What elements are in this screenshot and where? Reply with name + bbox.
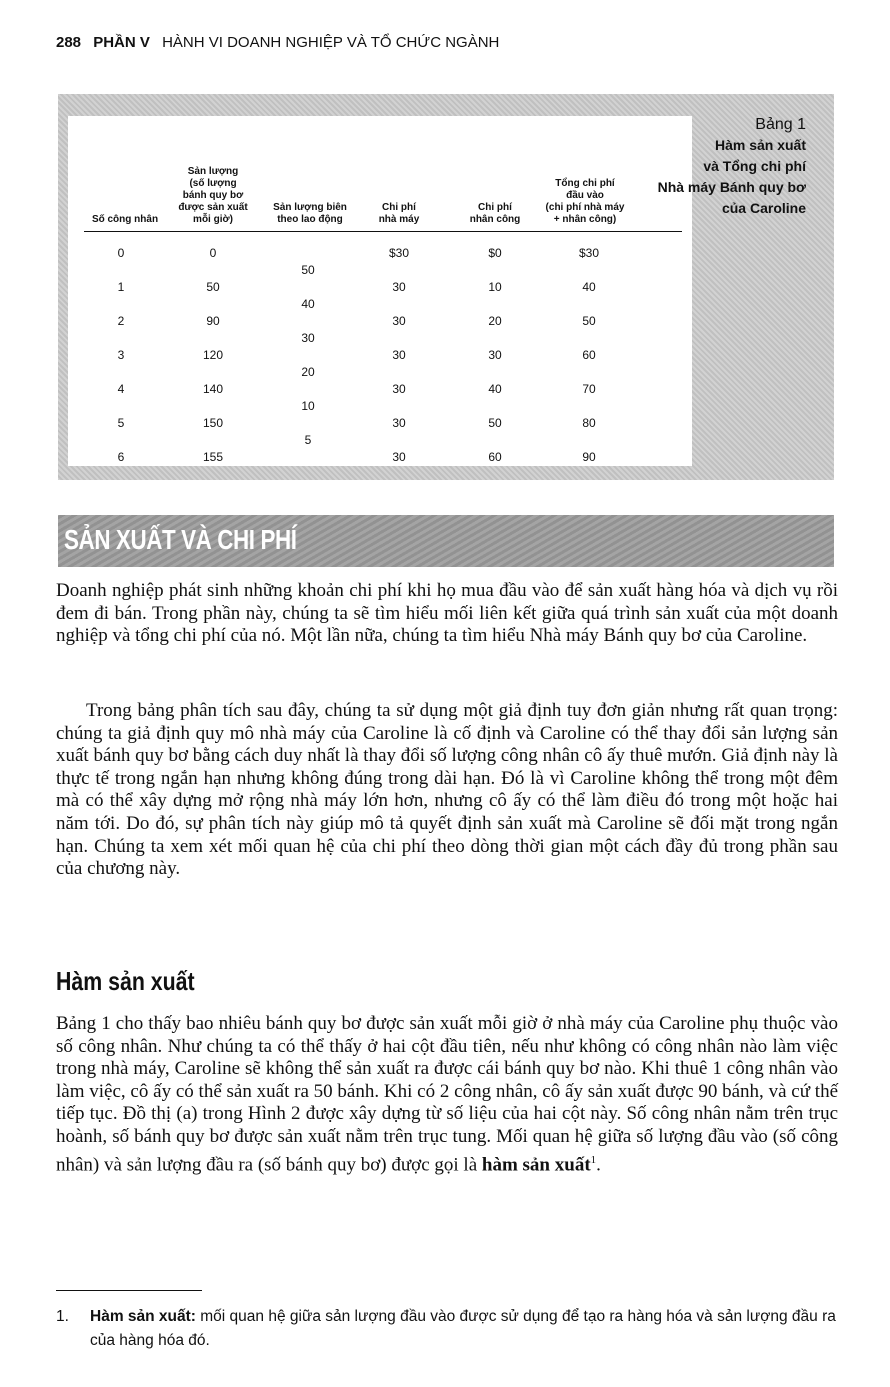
cell-marginal-product: 5 xyxy=(304,433,312,447)
cell-marginal-product: 20 xyxy=(301,365,315,379)
footnote-text: mối quan hệ giữa sản lượng đầu vào được sử dụng để tạo ra hàng hóa và sản lượng đầu ra của hàng hóa đó. xyxy=(90,1308,836,1349)
cell-output: 120 xyxy=(202,348,224,362)
cell-worker-cost: 60 xyxy=(488,450,502,464)
cell-factory-cost: 30 xyxy=(392,450,406,464)
caption-line: và Tổng chi phí xyxy=(703,158,806,174)
cell-factory-cost: 30 xyxy=(392,348,406,362)
table-panel xyxy=(58,94,834,480)
cell-workers: 6 xyxy=(117,450,125,464)
cell-workers: 4 xyxy=(117,382,125,396)
cell-worker-cost: 40 xyxy=(488,382,502,396)
cell-marginal-product: 10 xyxy=(301,399,315,413)
body-paragraph: Bảng 1 cho thấy bao nhiêu bánh quy bơ được sản xuất mỗi giờ ở nhà máy của Caroline phụ thuộc vào số công nhân. Như chúng ta có thể thấy ở hai cột đầu tiên, nếu như không có công nhân nào làm việc trong nhà máy, Caroline sẽ không thể sản xuất ra được cái bánh quy bơ nào. Khi thuê 1 công nhân vào làm việc, cô ấy có thể sản xuất ra 50 bánh. Khi có 2 công nhân, cô ấy sản xuất được 90 bánh, và cứ thế tiếp tục. Đồ thị (a) trong Hình 2 được xây dựng từ số liệu của hai cột này. Số công nhân nằm trên trục hoành, số bánh quy bơ được sản xuất nằm trên trục tung. Mối quan hệ giữa số lượng đầu vào (số công nhân) và sản lượng đầu ra (số bánh quy bơ) được gọi là hàm sản xuất$^1$. xyxy=(56,1013,838,1175)
cell-marginal-product: 50 xyxy=(301,263,315,277)
section-title: SẢN XUẤT VÀ CHI PHÍ xyxy=(64,524,297,555)
header-total-cost: Tổng chi phí đầu vào (chi phí nhà máy + nhân công) xyxy=(545,178,625,225)
cell-factory-cost: $30 xyxy=(388,246,410,260)
footnote-rule xyxy=(56,1290,202,1291)
table-caption xyxy=(658,114,806,219)
caption-number: Bảng 1 xyxy=(755,116,806,133)
cell-workers: 5 xyxy=(117,416,125,430)
cell-workers: 1 xyxy=(117,280,125,294)
cell-output: 150 xyxy=(202,416,224,430)
running-head-title: HÀNH VI DOANH NGHIỆP VÀ TỔ CHỨC NGÀNH xyxy=(162,34,500,51)
cell-factory-cost: 30 xyxy=(392,382,406,396)
footnote-ref: 1 xyxy=(590,1153,597,1166)
cell-worker-cost: 10 xyxy=(488,280,502,294)
page-number: 288 xyxy=(56,34,82,51)
cell-factory-cost: 30 xyxy=(392,280,406,294)
cell-output: 50 xyxy=(206,280,220,294)
cell-total-cost: 90 xyxy=(582,450,596,464)
part-label: PHẦN V xyxy=(93,34,150,51)
cell-total-cost: 50 xyxy=(582,314,596,328)
running-head xyxy=(56,34,499,51)
header-worker-cost: Chi phí nhân công xyxy=(469,202,521,225)
cell-output: 90 xyxy=(206,314,220,328)
cell-worker-cost: 50 xyxy=(488,416,502,430)
header-factory-cost: Chi phí nhà máy xyxy=(378,202,420,225)
cell-workers: 2 xyxy=(117,314,125,328)
cell-total-cost: 60 xyxy=(582,348,596,362)
section-band xyxy=(58,515,834,567)
footnote-term: Hàm sản xuất: xyxy=(90,1308,196,1325)
cell-output: 140 xyxy=(202,382,224,396)
caption-line: Hàm sản xuất xyxy=(714,137,806,153)
cell-total-cost: 70 xyxy=(582,382,596,396)
cell-marginal-product: 40 xyxy=(301,297,315,311)
header-marginal-product: Sản lượng biên theo lao động xyxy=(273,202,347,225)
header-workers: Số công nhân xyxy=(91,214,159,225)
footnote xyxy=(56,1305,838,1353)
cell-factory-cost: 30 xyxy=(392,416,406,430)
cell-total-cost: $30 xyxy=(578,246,600,260)
caption-line: của Caroline xyxy=(721,200,806,216)
caption-line: Nhà máy Bánh quy bơ xyxy=(657,179,806,195)
cell-output: 155 xyxy=(202,450,224,464)
cell-workers: 0 xyxy=(117,246,125,260)
cell-worker-cost: 20 xyxy=(488,314,502,328)
body-paragraph: Trong bảng phân tích sau đây, chúng ta sử dụng một giả định tuy đơn giản nhưng rất quan trọng: chúng ta giả định quy mô nhà máy của Caroline là cố định và Caroline có thể thay đổi sản lượng sản xuất bánh quy bơ bằng cách duy nhất là thay đổi số lượng công nhân cô ấy thuê mướn. Giả định này là thực tế trong ngắn hạn nhưng không đúng trong dài hạn. Đó là vì Caroline không thể trong một đêm mà có thể xây dựng mở rộng nhà máy lớn hơn, nhưng cô ấy có thể làm điều đó trong một hoặc hai năm tới. Do đó, sự phân tích này giúp mô tả quyết định sản xuất mà Caroline sẽ đối mặt trong ngắn hạn. Chúng ta xem xét mối quan hệ của chi phí theo dòng thời gian một cách đầy đủ trong phần sau của chương này. xyxy=(56,700,838,880)
cell-total-cost: 80 xyxy=(582,416,596,430)
header-rule xyxy=(84,231,682,232)
footnote-number: 1. xyxy=(56,1308,69,1325)
cell-workers: 3 xyxy=(117,348,125,362)
cell-worker-cost: 30 xyxy=(488,348,502,362)
cell-marginal-product: 30 xyxy=(301,331,315,345)
production-table xyxy=(68,116,692,466)
body-paragraph: Doanh nghiệp phát sinh những khoản chi phí khi họ mua đầu vào để sản xuất hàng hóa và dịch vụ rồi đem đi bán. Trong phần này, chúng ta sẽ tìm hiểu mối liên kết giữa quá trình sản xuất của một doanh nghiệp và tổng chi phí của nó. Một lần nữa, chúng ta tìm hiểu Nhà máy Bánh quy bơ của Caroline. xyxy=(56,580,838,647)
subsection-title: Hàm sản xuất xyxy=(56,966,195,996)
key-term: hàm sản xuất xyxy=(481,1153,591,1175)
cell-worker-cost: $0 xyxy=(488,246,502,260)
cell-total-cost: 40 xyxy=(582,280,596,294)
cell-output: 0 xyxy=(209,246,217,260)
cell-factory-cost: 30 xyxy=(392,314,406,328)
header-output: Sản lượng (số lượng bánh quy bơ được sản xuất mỗi giờ) xyxy=(178,166,248,225)
